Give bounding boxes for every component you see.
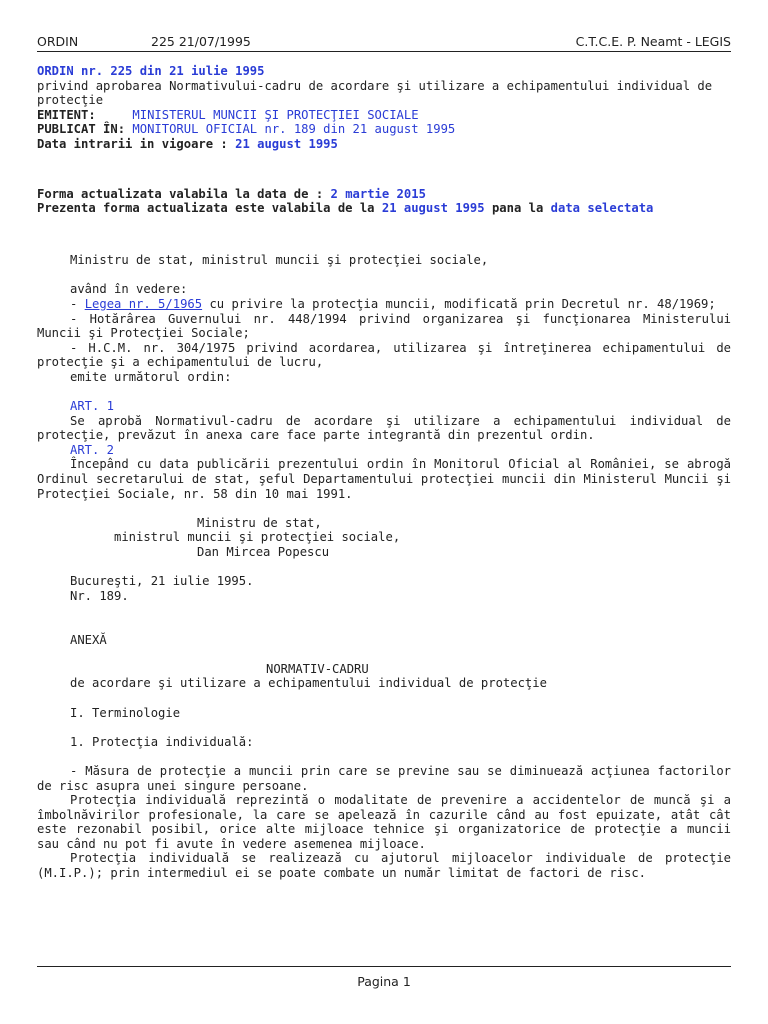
publicat-value: MONITORUL OFICIAL nr. 189 din 21 august 1995: [132, 122, 456, 137]
header-source: C.T.C.E. P. Neamt - LEGIS: [575, 34, 731, 49]
emitent-label: EMITENT:: [37, 107, 96, 122]
article-1-text: Se aprobă Normativul-cadru de acordare şi utilizare a echipamentului individual de protecţie, prevăzut în anexa care face parte integrantă din prezentul ordin.: [37, 413, 731, 443]
signature-name: Dan Mircea Popescu: [197, 545, 330, 559]
annex-label: ANEXĂ: [70, 632, 107, 647]
preamble-item-3: - H.C.M. nr. 304/1975 privind acordarea, utilizarea şi întreţinerea echipamentului de protecţie şi a echipamentului de lucru,: [37, 340, 731, 370]
publicat-row: [37, 122, 731, 137]
footer-divider: [37, 966, 731, 967]
signature-line-2: ministrul muncii şi protecţiei sociale,: [114, 530, 401, 545]
place-number: Nr. 189.: [70, 588, 129, 603]
valid-label: Forma actualizata valabila la data de :: [37, 186, 324, 201]
annex-paragraph-2: Protecţia individuală reprezintă o modalitate de prevenire a accidentelor de muncă şi a îmbolnăvirilor profesionale, la care se apelează în cazurile când au fost epuizate, atât cât este rezonabil posibil, orice alte mijloace tehnice şi organizatorice de protecţie a muncii sau când nu pot fi avute în vedere asemenea mijloace.: [37, 793, 731, 851]
vigoare-value: 21 august 1995: [235, 136, 338, 151]
header-doc-number-date: 225 21/07/1995: [151, 34, 251, 49]
preamble-item-2: - Hotărârea Guvernului nr. 448/1994 privind organizarea şi funcţionarea Ministerului Muncii şi Protecţiei Sociale;: [37, 311, 731, 341]
page-number: Pagina 1: [357, 974, 411, 989]
document-subtitle: privind aprobarea Normativului-cadru de acordare şi utilizare a echipamentului individual de protecţie: [37, 78, 713, 108]
legea-5-1965-link[interactable]: Legea nr. 5/1965: [84, 296, 203, 311]
place-date: Bucureşti, 21 iulie 1995.: [70, 574, 254, 589]
range-row: [37, 201, 731, 216]
annex-paragraph-1: - Măsura de protecţie a muncii prin care se previne sau se diminuează acţiunea factorilor de risc asupra unei singure persoane.: [37, 763, 731, 793]
vigoare-row: [37, 137, 731, 152]
header-divider: [37, 51, 731, 52]
annex-paragraph-3: Protecţia individuală se realizează cu ajutorul mijloacelor individuale de protecţie (M.I.P.); prin intermediul ei se poate combate un număr limitat de factori de risc.: [37, 851, 731, 881]
valid-date: 2 martie 2015: [330, 186, 426, 201]
range-to-link[interactable]: data selectata: [550, 201, 654, 216]
range-from: 21 august 1995: [381, 201, 485, 216]
header-doc-type: ORDIN: [37, 34, 79, 49]
emitent-row: [37, 108, 731, 123]
annex-subtitle: de acordare şi utilizare a echipamentului individual de protecţie: [70, 676, 547, 691]
document-body: [37, 64, 731, 881]
range-mid: pana la: [491, 201, 544, 216]
article-2-label[interactable]: ART. 2: [70, 442, 115, 457]
preamble-avand: având în vedere:: [70, 282, 188, 297]
preamble-minister: Ministru de stat, ministrul muncii şi protecţiei sociale,: [70, 253, 489, 268]
document-title: ORDIN nr. 225 din 21 iulie 1995: [37, 64, 265, 78]
signature-line-1: Ministru de stat,: [197, 515, 322, 530]
valid-row: [37, 187, 731, 202]
preamble-emite: emite următorul ordin:: [70, 369, 232, 384]
page-header: [37, 34, 731, 50]
publicat-label: PUBLICAT ÎN:: [37, 122, 126, 137]
annex-title: NORMATIV-CADRU: [266, 661, 369, 676]
annex-section-1: I. Terminologie: [70, 705, 181, 720]
vigoare-label: Data intrarii in vigoare :: [37, 136, 228, 151]
annex-subsection-1: 1. Protecţia individuală:: [70, 734, 254, 749]
emitent-value: MINISTERUL MUNCII ŞI PROTECŢIEI SOCIALE: [132, 107, 419, 122]
preamble-item-1: - Legea nr. 5/1965 cu privire la protecţia muncii, modificată prin Decretul nr. 48/1969;: [70, 296, 716, 311]
article-1-label[interactable]: ART. 1: [70, 399, 115, 414]
range-prefix: Prezenta forma actualizata este valabila de la: [37, 201, 375, 216]
article-2-text: Începând cu data publicării prezentului ordin în Monitorul Oficial al României, se abrogă Ordinul secretarului de stat, şeful Departamentului protecţiei muncii din Ministerul Muncii şi Protecţiei Sociale, nr. 58 din 10 mai 1991.: [37, 457, 731, 501]
